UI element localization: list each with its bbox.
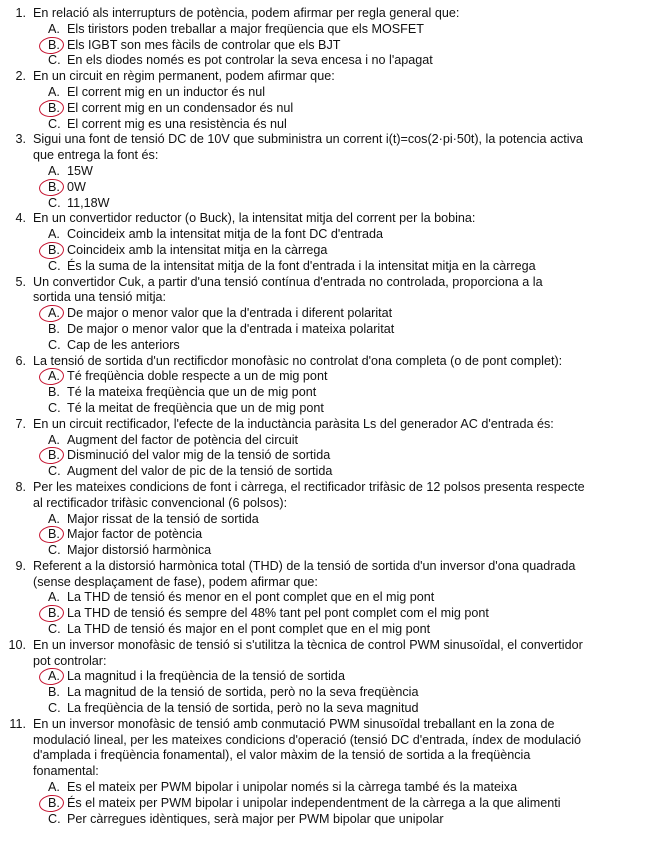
option-text: Té la mateixa freqüència que un de mig pont (67, 385, 317, 400)
question-number: 2. (15, 69, 26, 84)
answer-option (0, 796, 646, 812)
question (0, 480, 646, 559)
option-text: En els diodes només es pot controlar la seva encesa i no l'apagat (67, 53, 433, 68)
question-line (0, 211, 646, 227)
question-text: pot controlar: (33, 653, 107, 668)
question-line (0, 275, 646, 291)
answer-option (0, 227, 646, 243)
option-text: 11,18W (67, 195, 110, 210)
question-continuation-line (0, 748, 646, 764)
option-text: Major rissat de la tensió de sortida (67, 511, 259, 526)
answer-option (0, 401, 646, 417)
option-letter: C. (48, 337, 61, 352)
option-text: De major o menor valor que la d'entrada i diferent polaritat (67, 306, 393, 321)
option-letter: C. (48, 116, 61, 131)
option-text: La magnitud de la tensió de sortida, però no la seva freqüència (67, 685, 419, 700)
question (0, 132, 646, 211)
question-number: 11. (9, 716, 26, 731)
answer-option (0, 669, 646, 685)
option-text: És el mateix per PWM bipolar i unipolar independentment de la càrrega a la que alimenti (67, 795, 561, 810)
option-letter: B. (48, 179, 60, 194)
option-letter: C. (48, 811, 61, 826)
answer-option (0, 85, 646, 101)
option-text: Per càrregues idèntiques, serà major per PWM bipolar que unipolar (67, 811, 444, 826)
answer-option (0, 117, 646, 133)
question-number: 4. (15, 211, 26, 226)
answer-option (0, 590, 646, 606)
question-number: 9. (15, 558, 26, 573)
question-line (0, 69, 646, 85)
option-text: Té la meitat de freqüència que un de mig pont (67, 400, 324, 415)
question-continuation-line (0, 290, 646, 306)
option-letter: B. (48, 527, 60, 542)
answer-option (0, 464, 646, 480)
question-text: que entrega la font és: (33, 148, 159, 163)
question-number: 3. (15, 132, 26, 147)
question-text: En un inversor monofàsic de tensió si s'utilitza la tècnica de control PWM sinusoïdal, el convertidor (33, 637, 583, 652)
answer-option (0, 259, 646, 275)
option-text: Major distorsió harmònica (67, 543, 212, 558)
option-text: Augment del valor de pic de la tensió de sortida (67, 464, 333, 479)
option-letter: A. (48, 163, 60, 178)
option-letter: A. (48, 84, 60, 99)
option-text: El corrent mig es una resistència és nul (67, 116, 287, 131)
question-text: d'amplada i freqüència fonamental), el valor màxim de la tensió de sortida a la freqüència (33, 748, 531, 763)
question-text: al rectificador trifàsic convencional (6 polsos): (33, 495, 288, 510)
option-letter: B. (48, 685, 60, 700)
question-text: fonamental: (33, 764, 99, 779)
option-text: Coincideix amb la intensitat mitja de la font DC d'entrada (67, 227, 384, 242)
option-letter: A. (48, 227, 60, 242)
question-text: sortida una tensió mitja: (33, 290, 167, 305)
question-continuation-line (0, 496, 646, 512)
answer-option (0, 38, 646, 54)
option-text: La freqüència de la tensió de sortida, però no la seva magnitud (67, 701, 419, 716)
question (0, 211, 646, 274)
option-text: Augment del factor de potència del circuit (67, 432, 299, 447)
option-letter: B. (48, 242, 60, 257)
answer-option (0, 101, 646, 117)
option-letter: C. (48, 400, 61, 415)
question-line (0, 132, 646, 148)
answer-option (0, 164, 646, 180)
option-letter: B. (48, 448, 60, 463)
option-text: Els IGBT son mes fàcils de controlar que els BJT (67, 37, 341, 52)
answer-option (0, 180, 646, 196)
question-number: 8. (15, 479, 26, 494)
question (0, 354, 646, 417)
question (0, 69, 646, 132)
option-letter: B. (48, 321, 60, 336)
answer-option (0, 338, 646, 354)
question (0, 417, 646, 480)
question-continuation-line (0, 148, 646, 164)
question (0, 275, 646, 354)
answer-option (0, 433, 646, 449)
option-text: De major o menor valor que la d'entrada i mateixa polaritat (67, 321, 395, 336)
answer-option (0, 685, 646, 701)
option-letter: C. (48, 622, 61, 637)
question-continuation-line (0, 733, 646, 749)
question-line (0, 6, 646, 22)
option-letter: C. (48, 195, 61, 210)
question-text: En relació als interrupturs de potència, podem afirmar per regla general que: (33, 6, 460, 20)
question-line (0, 717, 646, 733)
option-text: 15W (67, 163, 93, 178)
option-text: El corrent mig en un condensador és nul (67, 100, 294, 115)
option-text: 0W (67, 179, 86, 194)
exam-document (0, 6, 646, 827)
question-continuation-line (0, 764, 646, 780)
option-text: La THD de tensió és sempre del 48% tant pel pont complet com el mig pont (67, 606, 489, 621)
question-line (0, 559, 646, 575)
option-text: És la suma de la intensitat mitja de la font d'entrada i la intensitat mitja en la càrrega (67, 258, 536, 273)
option-letter: A. (48, 511, 60, 526)
option-text: Els tiristors poden treballar a major freqüencia que els MOSFET (67, 21, 424, 36)
question-number: 7. (15, 416, 26, 431)
question-text: En un convertidor reductor (o Buck), la intensitat mitja del corrent per la bobina: (33, 211, 476, 226)
option-letter: A. (48, 306, 60, 321)
question-number: 10. (8, 637, 26, 652)
question-text: Sigui una font de tensió DC de 10V que subministra un corrent i(t)=cos(2·pi·50t), la potencia activa (33, 132, 583, 147)
option-text: Disminució del valor mig de la tensió de sortida (67, 448, 331, 463)
question-text: La tensió de sortida d'un rectificdor monofàsic no controlat d'ona completa (o de pont complet): (33, 353, 563, 368)
answer-option (0, 780, 646, 796)
option-text: El corrent mig en un inductor és nul (67, 84, 266, 99)
answer-option (0, 543, 646, 559)
question-continuation-line (0, 654, 646, 670)
question-line (0, 480, 646, 496)
question-text: Referent a la distorsió harmònica total (THD) de la tensió de sortida d'un inversor d'ona quadrada (33, 558, 576, 573)
question (0, 638, 646, 717)
option-text: La THD de tensió és major en el pont complet que en el mig pont (67, 622, 431, 637)
option-letter: B. (48, 37, 60, 52)
option-letter: C. (48, 701, 61, 716)
option-text: La magnitud i la freqüència de la tensió de sortida (67, 669, 345, 684)
option-letter: C. (48, 258, 61, 273)
option-text: Major factor de potència (67, 527, 203, 542)
question-text: En un inversor monofàsic de tensió amb conmutació PWM sinusoïdal treballant en la zona de (33, 716, 555, 731)
answer-option (0, 622, 646, 638)
option-letter: A. (48, 432, 60, 447)
question-text: En un circuit rectificador, l'efecte de la inductància paràsita Ls del generador AC d'entrada és: (33, 416, 554, 431)
answer-option (0, 243, 646, 259)
answer-option (0, 322, 646, 338)
option-letter: C. (48, 543, 61, 558)
question-line (0, 638, 646, 654)
question (0, 6, 646, 69)
question-line (0, 354, 646, 370)
answer-option (0, 527, 646, 543)
answer-option (0, 448, 646, 464)
option-letter: A. (48, 780, 60, 795)
question (0, 559, 646, 638)
question-number: 1. (15, 6, 26, 20)
option-letter: B. (48, 385, 60, 400)
question (0, 717, 646, 828)
option-letter: A. (48, 590, 60, 605)
option-letter: B. (48, 795, 60, 810)
question-number: 6. (15, 353, 26, 368)
answer-option (0, 701, 646, 717)
answer-option (0, 22, 646, 38)
option-letter: C. (48, 464, 61, 479)
option-text: Es el mateix per PWM bipolar i unipolar només si la càrrega també és la mateixa (67, 780, 518, 795)
option-letter: A. (48, 21, 60, 36)
question-continuation-line (0, 575, 646, 591)
answer-option (0, 369, 646, 385)
option-text: Té freqüència doble respecte a un de mig pont (67, 369, 328, 384)
option-letter: B. (48, 606, 60, 621)
answer-option (0, 606, 646, 622)
option-letter: A. (48, 669, 60, 684)
question-line (0, 417, 646, 433)
option-letter: B. (48, 100, 60, 115)
option-text: Cap de les anteriors (67, 337, 180, 352)
option-letter: C. (48, 53, 61, 68)
option-text: La THD de tensió és menor en el pont complet que en el mig pont (67, 590, 435, 605)
question-text: modulació lineal, per les mateixes condicions d'operació (tensió DC d'entrada, índex de modulació (33, 732, 582, 747)
answer-option (0, 196, 646, 212)
question-text: Per les mateixes condicions de font i càrrega, el rectificador trifàsic de 12 polsos presenta respecte (33, 479, 585, 494)
answer-option (0, 306, 646, 322)
question-text: (sense desplaçament de fase), podem afirmar que: (33, 574, 318, 589)
answer-option (0, 812, 646, 828)
answer-option (0, 512, 646, 528)
question-text: En un circuit en règim permanent, podem afirmar que: (33, 69, 335, 84)
question-text: Un convertidor Cuk, a partir d'una tensió contínua d'entrada no controlada, proporciona a la (33, 274, 543, 289)
option-letter: A. (48, 369, 60, 384)
answer-option (0, 385, 646, 401)
question-number: 5. (15, 274, 26, 289)
option-text: Coincideix amb la intensitat mitja en la càrrega (67, 242, 328, 257)
answer-option (0, 53, 646, 69)
